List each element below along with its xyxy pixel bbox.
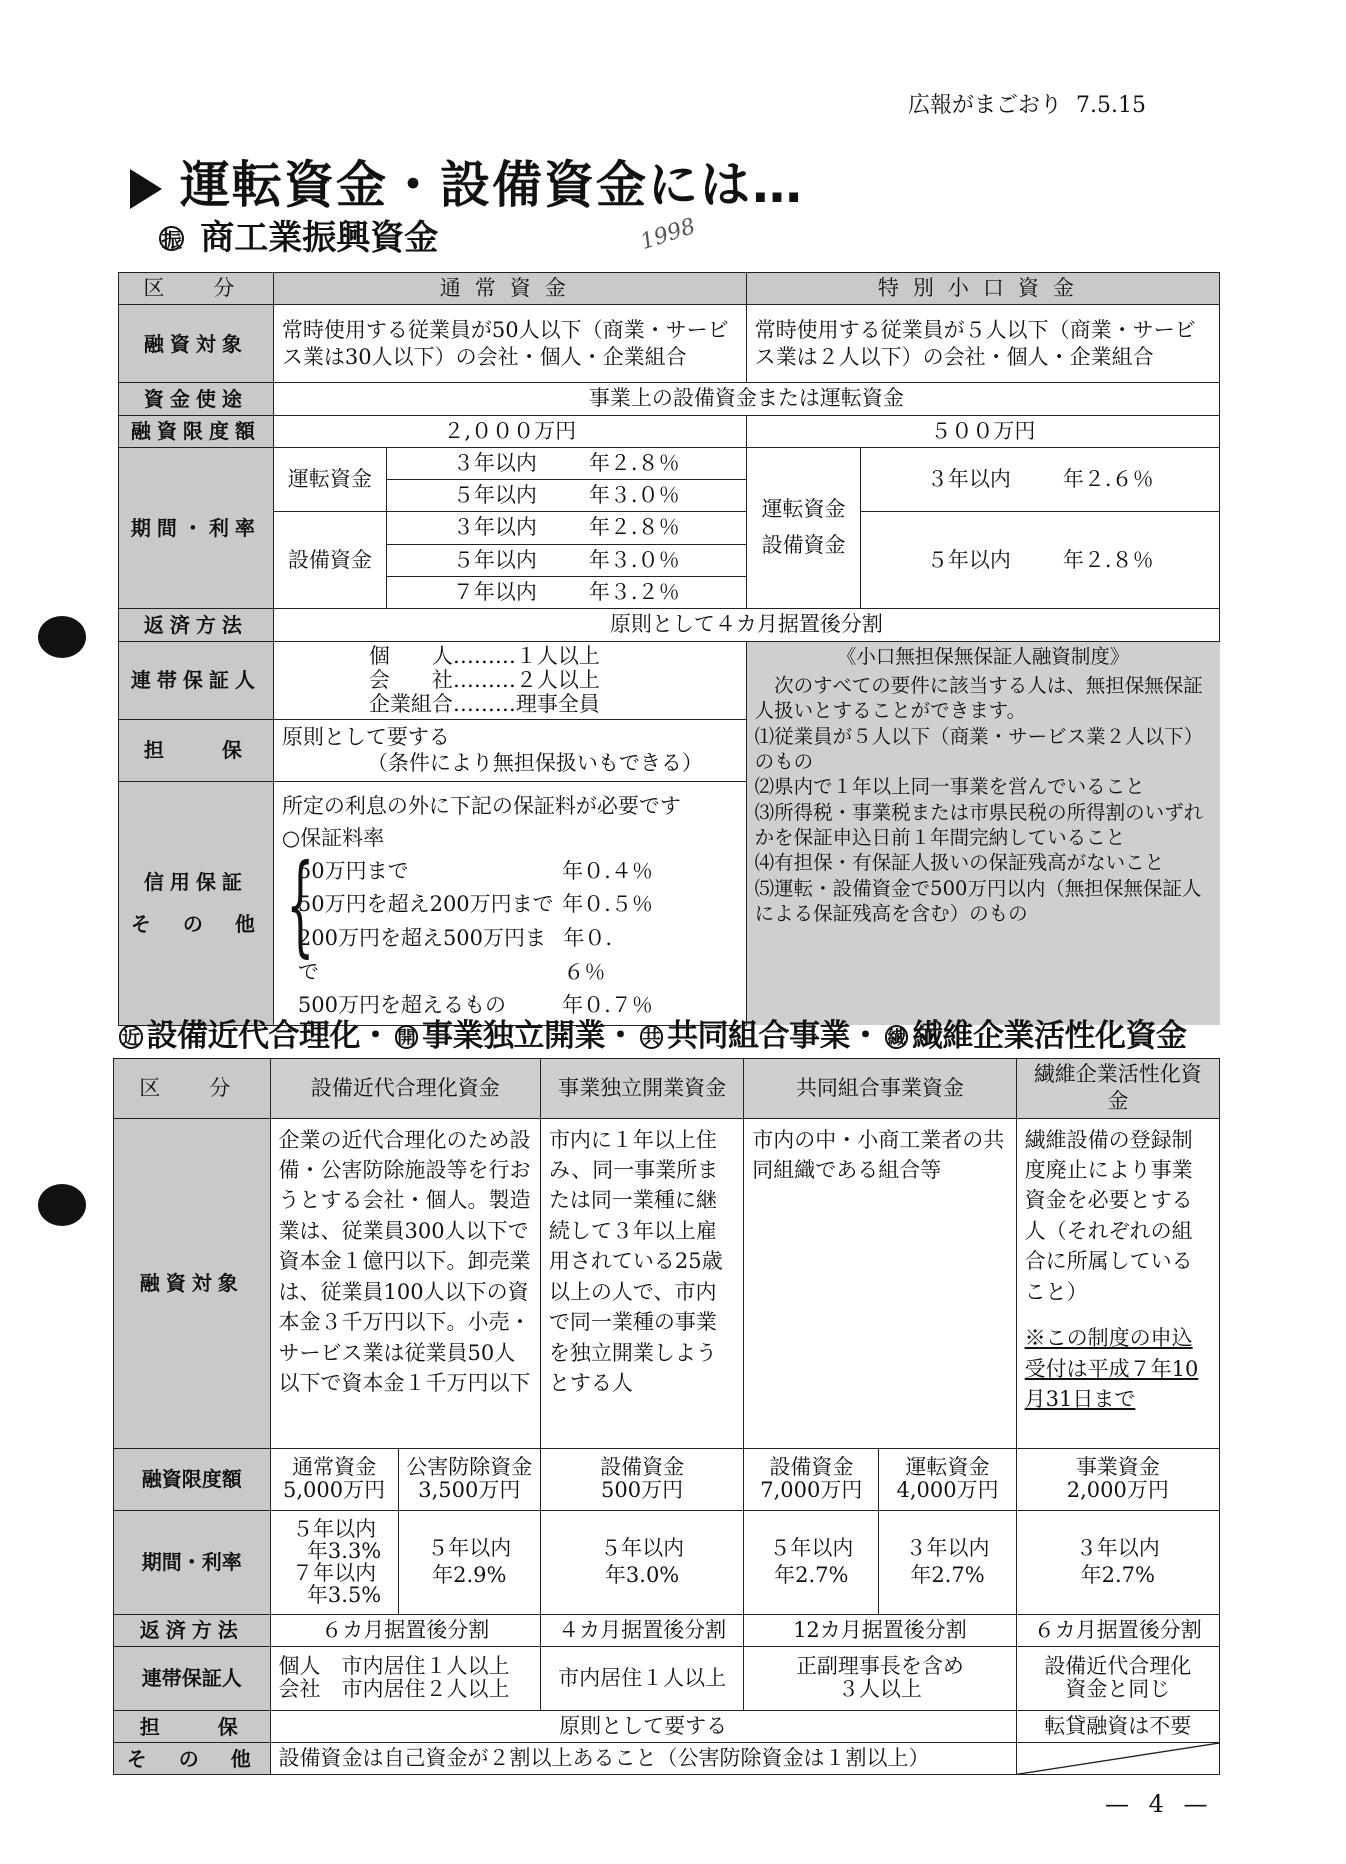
guarantor-cell: 個人 市内居住１人以上 会社 市内居住２人以上 bbox=[270, 1646, 540, 1710]
rate-row: ５年以内 年３.０％ bbox=[386, 544, 746, 576]
repay-value: 原則として４カ月据置後分割 bbox=[273, 609, 1219, 641]
row-label-guarantor: 連帯保証人 bbox=[114, 1646, 271, 1710]
page-title: 運転資金・設備資金には… bbox=[130, 145, 804, 217]
note-item: ⑸運転・設備資金で500万円以内（無担保無保証人による保証残高を含む）のもの bbox=[754, 876, 1202, 926]
rate-row: ３年以内 年２.８％ bbox=[386, 447, 746, 479]
target-special: 常時使用する従業員が５人以下（商業・サービス業は２人以下）の会社・個人・企業組合 bbox=[746, 305, 1219, 383]
col-modernize: 設備近代合理化資金 bbox=[270, 1059, 540, 1119]
col-regular: 通常資金 bbox=[273, 273, 746, 305]
target-regular: 常時使用する従業員が50人以下（商業・サービス業は30人以下）の会社・個人・企業組合 bbox=[273, 305, 746, 383]
section1-title: 振 商工業振興資金 bbox=[155, 210, 438, 259]
col-label: 区 分 bbox=[119, 273, 274, 305]
limit-special: ５００万円 bbox=[746, 415, 1219, 447]
note-item: ⑵県内で１年以上同一事業を営んでいること bbox=[754, 775, 1145, 799]
note-title: 《小口無担保無保証人融資制度》 bbox=[836, 644, 1130, 668]
row-label-period: 期間・利率 bbox=[119, 447, 274, 608]
period-cell: ５年以内 年3.3% ７年以内 年3.5% bbox=[270, 1510, 398, 1614]
limit-cell: 公害防除資金 3,500万円 bbox=[398, 1448, 540, 1510]
no-collateral-note bbox=[746, 641, 1219, 1025]
rate-row: ７年以内 年３.２％ bbox=[386, 577, 746, 609]
use-value: 事業上の設備資金または運転資金 bbox=[273, 383, 1219, 415]
guarantor-cell: 市内居住１人以上 bbox=[540, 1646, 743, 1710]
period-cell: ５年以内 年2.9% bbox=[398, 1510, 540, 1614]
note-intro: 次のすべての要件に該当する人は、無担保無保証人扱いとすることができます。 bbox=[754, 674, 1203, 723]
repay-cell: 12カ月据置後分割 bbox=[744, 1614, 1016, 1646]
period-cell: ５年以内 年2.7% bbox=[744, 1510, 879, 1614]
publication-date: 7.5.15 bbox=[1076, 93, 1146, 118]
row-label-collateral: 担 保 bbox=[114, 1710, 271, 1742]
row-label-limit: 融資限度額 bbox=[119, 415, 274, 447]
section2-title: 近 設備近代合理化・ 開 事業独立開業・ 共 共同組合事業・ 繊 繊維企業活性化資金 bbox=[115, 1010, 1187, 1055]
rate-row: ３年以内 年２.６％ bbox=[861, 447, 1220, 512]
rate-row: ３年以内 年２.８％ bbox=[386, 512, 746, 544]
row-label-guarantor: 連帯保証人 bbox=[119, 641, 274, 719]
textile-deadline-note: ※この制度の申込受付は平成７年10月31日まで bbox=[1024, 1326, 1199, 1412]
publication-name: 広報がまごおり bbox=[908, 93, 1063, 118]
row-label-other: そ の 他 bbox=[114, 1743, 271, 1775]
row-label-collateral: 担 保 bbox=[119, 719, 274, 781]
fee-row: 50万円まで 年０.４％ bbox=[297, 858, 653, 883]
limit-cell: 運転資金 4,000万円 bbox=[879, 1448, 1016, 1510]
collateral-value: 原則として要する bbox=[270, 1710, 1016, 1742]
rate-row: ５年以内 年２.８％ bbox=[861, 512, 1220, 609]
hole-punch bbox=[38, 1184, 86, 1226]
col-cooperative: 共同組合事業資金 bbox=[744, 1059, 1016, 1119]
limit-cell: 通常資金 5,000万円 bbox=[270, 1448, 398, 1510]
fee-row: 200万円を超え500万円まで 年０.６％ bbox=[297, 925, 613, 984]
row-label-repay: 返済方法 bbox=[119, 609, 274, 641]
limit-cell: 設備資金 500万円 bbox=[540, 1448, 743, 1510]
col-special: 特別小口資金 bbox=[746, 273, 1219, 305]
note-item: ⑶所得税・事業税または市県民税の所得割のいずれかを保証申込日前１年間完納していること bbox=[754, 800, 1204, 850]
eq-fund-label: 設備資金 bbox=[273, 512, 386, 609]
handwritten-note: 1998 bbox=[637, 213, 699, 256]
page-number: — 4 — bbox=[1105, 1790, 1214, 1818]
row-label-target: 融資対象 bbox=[119, 305, 274, 383]
target-modernize: 企業の近代合理化のため設備・公害防除施設等を行おうとする会社・個人。製造業は、従業員300人以下で資本金１億円以下。卸売業は、従業員100人以下の資本金３千万円以下。小売・サービス業は従業員50人以下で資本金１千万円以下 bbox=[270, 1118, 540, 1448]
row-label-period: 期間・利率 bbox=[114, 1510, 271, 1614]
target-independent: 市内に１年以上住み、同一事業所または同一業種に継続して３年以上雇用されている25歳以上の人で、市内で同一業種の事業を独立開業しようとする人 bbox=[540, 1118, 743, 1448]
circled-mark-icon: 繊 bbox=[885, 1025, 909, 1049]
repay-cell: ６カ月据置後分割 bbox=[1016, 1614, 1219, 1646]
row-label-repay: 返済方法 bbox=[114, 1614, 271, 1646]
limit-regular: ２,０００万円 bbox=[273, 415, 746, 447]
special-loan-table bbox=[113, 1058, 1220, 1775]
op-fund-label: 運転資金 bbox=[273, 447, 386, 512]
other-value: 設備資金は自己資金が２割以上あること（公害防除資金は１割以上） bbox=[270, 1743, 1016, 1775]
special-funds-label: 運転資金 設備資金 bbox=[746, 447, 861, 608]
guarantor-cell: 正副理事長を含め ３人以上 bbox=[744, 1646, 1016, 1710]
target-cooperative: 市内の中・小商工業者の共同組織である組合等 bbox=[744, 1118, 1016, 1448]
row-label-limit: 融資限度額 bbox=[114, 1448, 271, 1510]
period-cell: ５年以内 年3.0% bbox=[540, 1510, 743, 1614]
col-textile: 繊維企業活性化資金 bbox=[1016, 1059, 1219, 1119]
col-label: 区 分 bbox=[114, 1059, 271, 1119]
row-label-target: 融資対象 bbox=[114, 1118, 271, 1448]
note-item: ⑴従業員が５人以下（商業・サービス業２人以下）のもの bbox=[754, 724, 1204, 774]
promotion-fund-table bbox=[118, 272, 1220, 1026]
collateral-value: 原則として要する （条件により無担保扱いもできる） bbox=[273, 719, 746, 781]
empty-slashed-cell bbox=[1016, 1743, 1219, 1775]
row-label-use: 資金使途 bbox=[119, 383, 274, 415]
col-independent: 事業独立開業資金 bbox=[540, 1059, 743, 1119]
repay-cell: ４カ月据置後分割 bbox=[540, 1614, 743, 1646]
circled-mark-icon: 開 bbox=[395, 1025, 419, 1049]
period-cell: ３年以内 年2.7% bbox=[1016, 1510, 1219, 1614]
repay-cell: ６カ月据置後分割 bbox=[270, 1614, 540, 1646]
target-textile: 繊維設備の登録制度廃止により事業資金を必要とする人（それぞれの組合に所属していること） ※この制度の申込受付は平成７年10月31日まで bbox=[1016, 1118, 1219, 1448]
triangle-bullet-icon bbox=[130, 169, 162, 209]
fee-row: 500万円を超えるもの 年０.７％ bbox=[297, 993, 653, 1018]
circled-mark-icon: 近 bbox=[119, 1025, 143, 1049]
guarantor-value: 個 人………１人以上 会 社………２人以上 企業組合………理事全員 bbox=[273, 641, 746, 719]
period-cell: ３年以内 年2.7% bbox=[879, 1510, 1016, 1614]
circled-mark-icon: 共 bbox=[640, 1025, 664, 1049]
circled-mark-icon: 振 bbox=[159, 226, 184, 251]
note-item: ⑷有担保・有保証人扱いの保証残高がないこと bbox=[754, 851, 1165, 875]
fee-row: 50万円を超え200万円まで 年０.５％ bbox=[297, 892, 653, 917]
rate-row: ５年以内 年３.０％ bbox=[386, 480, 746, 512]
collateral-textile: 転貸融資は不要 bbox=[1016, 1710, 1219, 1742]
row-label-credit: 信用保証 そ の 他 bbox=[119, 781, 274, 1025]
limit-cell: 事業資金 2,000万円 bbox=[1016, 1448, 1219, 1510]
credit-value: 所定の利息の外に下記の保証料が必要です ○保証料率 { 50万円まで 年０.４％ 50万円を超え200万円まで 年０.５％ 200万円を超え500万円まで 年０.６％ 500万円を超えるもの 年０.７％ bbox=[273, 781, 746, 1025]
limit-cell: 設備資金 7,000万円 bbox=[744, 1448, 879, 1510]
hole-punch bbox=[38, 616, 86, 658]
guarantor-cell: 設備近代合理化 資金と同じ bbox=[1016, 1646, 1219, 1710]
publication-header bbox=[908, 88, 1146, 119]
